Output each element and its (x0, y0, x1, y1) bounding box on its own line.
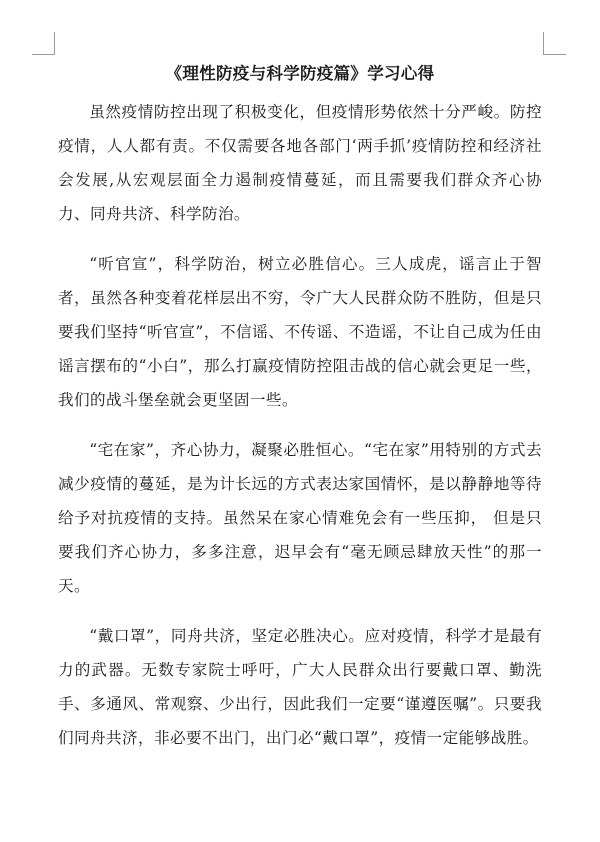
paragraph-wear-mask: “戴口罩”，同舟共济，坚定必胜决心。应对疫情，科学才是最有力的武器。无数专家院士呼吁，广大人民群众出行要戴口罩、勤洗手、多通风、常观察、少出行，因此我们一定要“谨遵医嘱”。只要我们同舟共济，非必要不出门，出门必“戴口罩”，疫情一定能够战胜。 (58, 627, 542, 747)
paragraph-intro: 虽然疫情防控出现了积极变化，但疫情形势依然十分严峻。防控疫情，人人都有责。不仅需要各地各部门‘两手抓’疫情防控和经济社会发展,从宏观层面全力遏制疫情蔓延，而且需要我们群众齐心协力、同舟共济、科学防治。 (58, 103, 542, 223)
crop-mark-top-left (32, 32, 55, 55)
paragraph-listen-official: “听官宣”，科学防治，树立必胜信心。三人成虎，谣言止于智者，虽然各种变着花样层出不穷，令广大人民群众防不胜防，但是只要我们坚持“听官宣”，不信谣、不传谣、不造谣，不让自己成为任由谣言摆布的“小白”，那么打赢疫情防控阻击战的信心就会更足一些，我们的战斗堡垒就会更坚固一些。 (58, 255, 542, 409)
document-body (58, 95, 542, 771)
document-title: 《理性防疫与科学防疫篇》学习心得 (165, 64, 435, 83)
crop-mark-top-right (543, 32, 566, 55)
paragraph-stay-home: “宅在家”，齐心协力，凝聚必胜恒心。“宅在家”用特别的方式去减少疫情的蔓延，是为计长远的方式表达家国情怀，是以静静地等待给予对抗疫情的支持。虽然呆在家心情难免会有一些压抑， 但是只要我们齐心协力，多多注意，迟早会有“毫无顾忌肆放天性”的那一天。 (58, 441, 542, 595)
